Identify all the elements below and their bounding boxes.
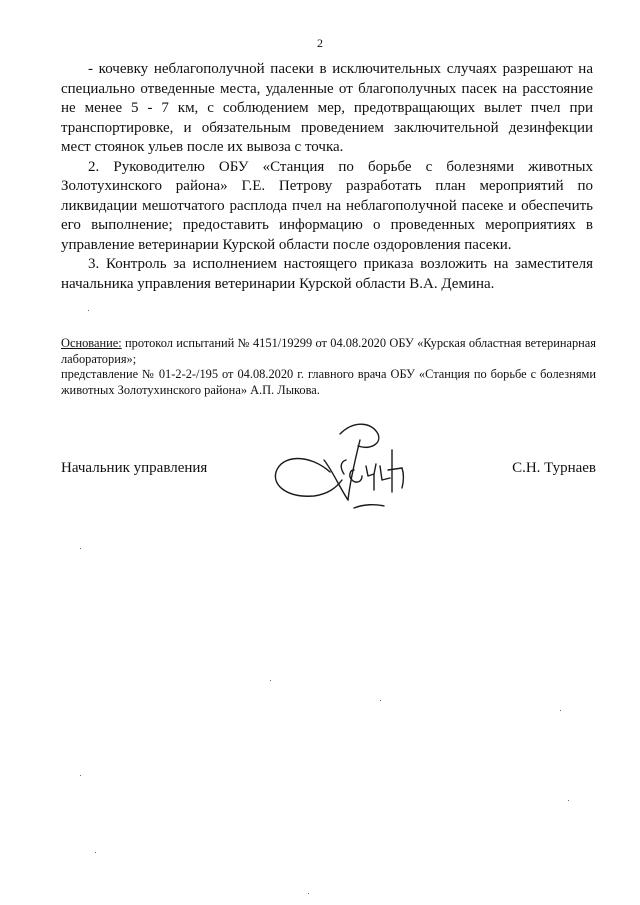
- basis-section: [61, 336, 596, 398]
- document-body: [61, 60, 593, 294]
- scan-speck: [380, 700, 381, 701]
- basis-label: Основание:: [61, 336, 122, 350]
- scan-speck: [308, 893, 309, 894]
- paragraph-nomadic-apiary: - кочевку неблагополучной пасеки в исключительных случаях разрешают на специально отведенные места, удаленные от благополучных пасек на расстояние не менее 5 - 7 км, с соблюдением мер, предотвращающих вылет пчел при транспортировке, и обязательным проведением заключительной дезинфекции мест стоянок ульев после их вывоза с точка.: [61, 61, 593, 155]
- signatory-title: Начальник управления: [61, 460, 208, 476]
- paragraph-station-head-order: 2. Руководителю ОБУ «Станция по борьбе с болезнями животных Золотухинского района» Г.Е. Петрову разработать план мероприятий по ликвидации мешотчатого расплода пчел на неблагополучной пасеке и обеспечить его выполнение; предоставить информацию о проведенных мероприятиях в управление ветеринарии Курской области после оздоровления пасеки.: [61, 158, 593, 253]
- page-number: 2: [317, 36, 323, 50]
- signatory-name: С.Н. Турнаев: [512, 460, 596, 476]
- scan-speck: [80, 548, 81, 549]
- scan-speck: [80, 775, 81, 776]
- scan-speck: [568, 800, 569, 801]
- basis-line-representation: представление № 01-2-2-/195 от 04.08.2020 г. главного врача ОБУ «Станция по борьбе с болезнями животных Золотухинского района» А.П. Лыкова.: [61, 367, 596, 397]
- scan-speck: [95, 852, 96, 853]
- paragraph-control-order: 3. Контроль за исполнением настоящего приказа возложить на заместителя начальника управления ветеринарии Курской области В.А. Демина.: [61, 256, 593, 292]
- scan-speck: [270, 680, 271, 681]
- basis-protocol-text: протокол испытаний № 4151/19299 от 04.08.2020 ОБУ «Курская областная ветеринарная лаборатория»;: [61, 336, 596, 366]
- handwritten-signature: [270, 410, 410, 525]
- basis-line-protocol: [61, 336, 596, 367]
- scan-speck: [88, 310, 89, 311]
- scan-speck: [560, 710, 561, 711]
